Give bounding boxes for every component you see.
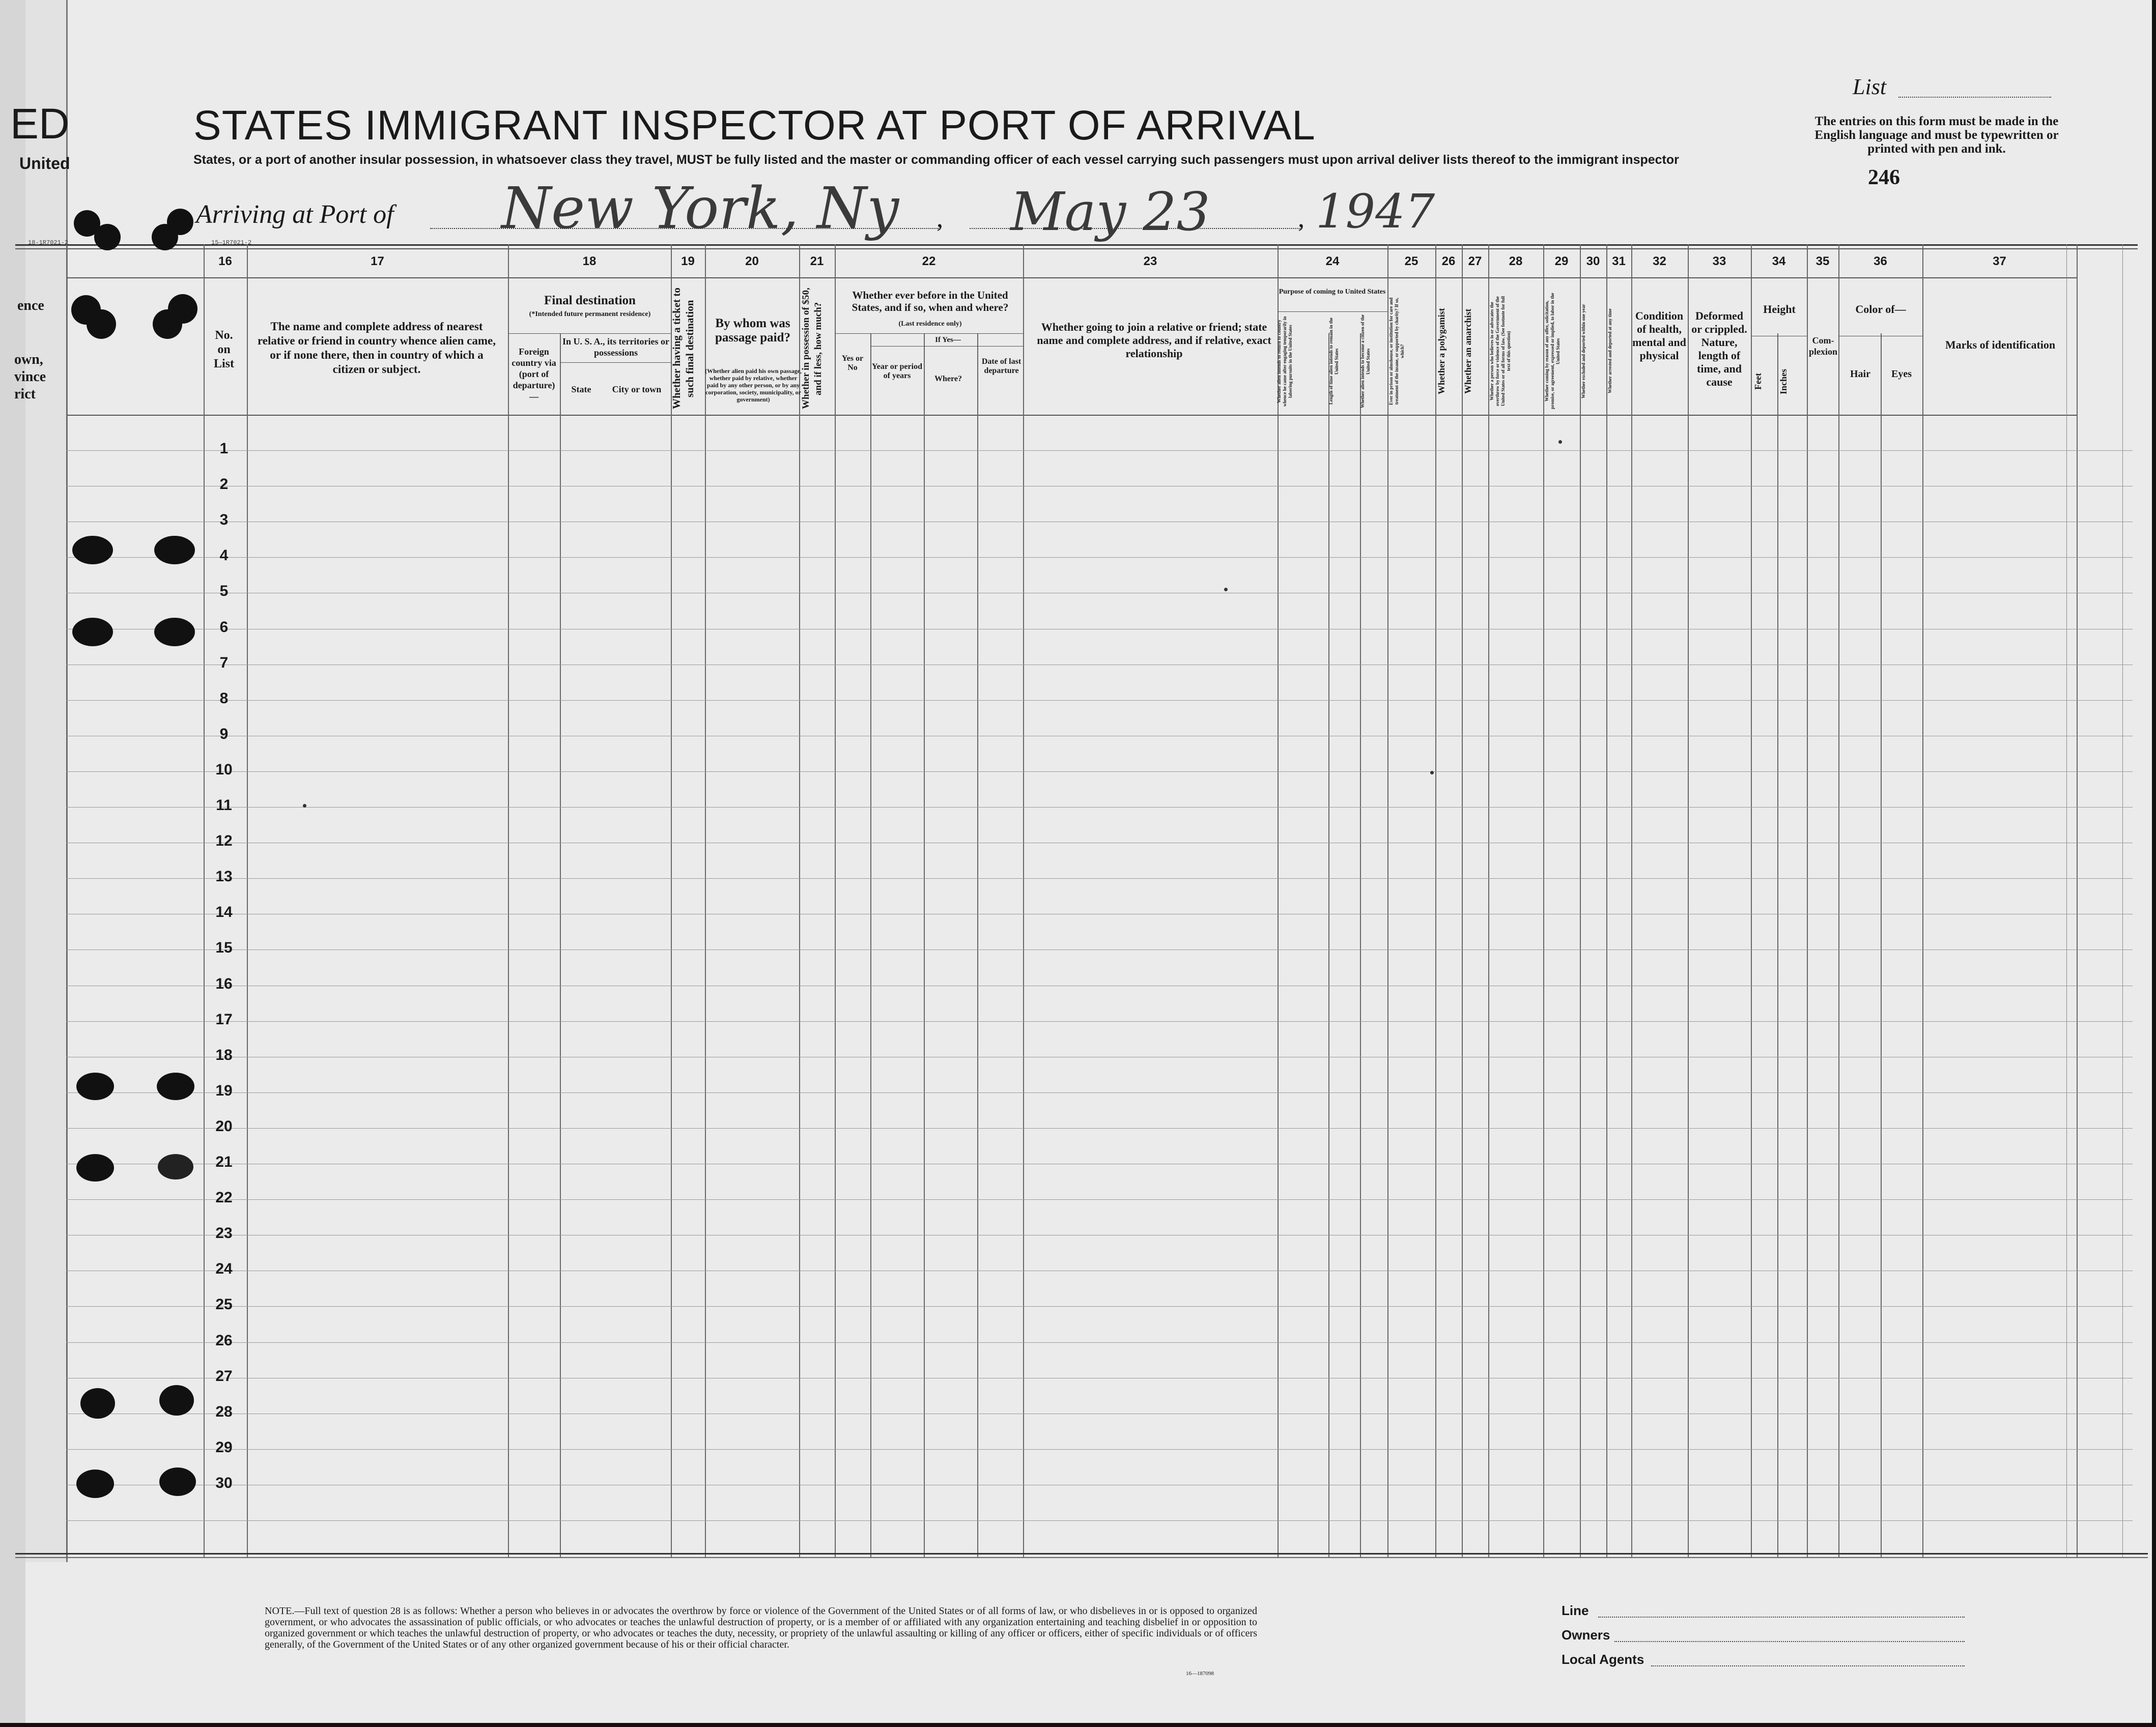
row-number: 23 xyxy=(215,1225,233,1242)
column-number: 22 xyxy=(922,254,936,268)
column-number: 33 xyxy=(1712,254,1726,268)
header-passage-paid: By whom was passage paid? xyxy=(715,316,790,344)
form-subtitle: States, or a port of another insular possession, in whatsoever class they travel, MUST be fully listed and the master or commanding officer of each vessel carrying such passengers must upon arrival deliver lists thereof to the immigrant inspector xyxy=(193,153,1679,167)
header-purpose-length: Length of time alien intends to remain in the United States xyxy=(1328,318,1339,405)
row-rule xyxy=(66,450,2133,451)
punch-hole xyxy=(72,618,113,646)
handwritten-year: 1947 xyxy=(1316,184,1435,239)
header-in-usa: In U. S. A., its territories or possessions xyxy=(562,336,669,358)
scan-border xyxy=(2152,0,2156,1727)
header-yes-or-no: Yes or No xyxy=(841,354,864,372)
punch-hole xyxy=(154,618,195,646)
column-rule xyxy=(1881,333,1882,1557)
column-number: 29 xyxy=(1554,254,1569,268)
header-polygamist: Whether a polygamist xyxy=(1436,308,1446,394)
column-rule xyxy=(1580,244,1581,1557)
column-number: 26 xyxy=(1441,254,1456,268)
left-column-fragment-2: own, vince rict xyxy=(14,352,46,402)
comma-separator: , xyxy=(1298,204,1304,233)
column-rule xyxy=(508,244,509,1557)
row-number: 14 xyxy=(215,904,233,921)
row-number: 17 xyxy=(215,1011,233,1028)
row-number: 29 xyxy=(215,1438,233,1456)
row-number: 28 xyxy=(215,1403,233,1420)
column-number: 19 xyxy=(681,254,695,268)
row-rule xyxy=(66,557,2133,558)
column-rule xyxy=(1278,244,1279,1557)
row-rule xyxy=(66,1128,2133,1129)
row-number: 8 xyxy=(219,689,229,707)
row-number: 2 xyxy=(219,476,229,493)
header-foreign-country: Foreign country via (port of departure)— xyxy=(512,347,556,401)
row-rule xyxy=(66,1342,2133,1343)
row-rule xyxy=(66,1449,2133,1450)
column-number: 21 xyxy=(810,254,824,268)
punch-hole xyxy=(80,1388,115,1419)
footnote-question-28: NOTE.—Full text of question 28 is as follows: Whether a person who believes in or advocates the overthrow by force or violence of the Government of the United States or of all forms of law, or who disbelieves in or is opposed to organized government, or who advocates the assassination of public officials, or who advocates or teaches the unlawful destruction of property, or is a member of or affiliated with any organization entertaining and teaching disbelief in or opposition to organized government or which teaches the unlawful destruction of property, or who advocates or teaches the duty, necessity, or propriety of the unlawful assaulting or killing of any officer or officers, either of specific individuals or of officers generally, of the Government of the United States or of any other organized government because of his or their official character. xyxy=(265,1605,1257,1650)
row-rule xyxy=(66,1199,2133,1200)
punch-hole xyxy=(87,309,116,339)
row-number: 3 xyxy=(219,511,229,529)
column-number: 28 xyxy=(1509,254,1523,268)
column-rule xyxy=(1435,244,1436,1557)
row-number: 10 xyxy=(215,761,233,778)
row-number: 5 xyxy=(219,583,229,600)
header-if-yes: If Yes— xyxy=(935,336,961,344)
list-label: List xyxy=(1853,74,1887,99)
ink-speck xyxy=(1224,588,1228,591)
row-number: 20 xyxy=(215,1117,233,1135)
header-ticket: Whether having a ticket to such final destination xyxy=(670,287,696,410)
table-bottom-rule xyxy=(15,1553,2148,1555)
left-binding-strip xyxy=(25,0,68,1562)
list-entry-line xyxy=(1898,97,2051,98)
row-rule xyxy=(66,771,2133,772)
print-code-left: 18-1R7021-2 xyxy=(28,239,69,246)
row-number: 24 xyxy=(215,1260,233,1278)
column-rule xyxy=(1543,244,1544,1557)
column-rule xyxy=(1488,244,1489,1557)
left-title-fragment: ED xyxy=(10,100,70,148)
row-number: 30 xyxy=(215,1474,233,1491)
header-anarchist: Whether an anarchist xyxy=(1463,308,1473,394)
subheader-rule xyxy=(1278,311,1387,312)
column-number: 36 xyxy=(1874,254,1887,268)
table-bottom-rule xyxy=(15,1557,2148,1558)
column-number: 27 xyxy=(1468,254,1482,268)
column-rule xyxy=(2122,244,2123,1557)
header-excluded-deported: Whether excluded and deported within one year xyxy=(1581,304,1586,398)
header-previously-in-us: Whether ever before in the United States, and if so, when and where? xyxy=(852,289,1009,313)
header-year-period: Year or period of years xyxy=(872,362,922,380)
row-number: 11 xyxy=(216,797,232,814)
row-number: 1 xyxy=(219,440,229,457)
column-number: 32 xyxy=(1653,254,1666,268)
print-code-right: 15—1R7021-2 xyxy=(211,239,252,246)
header-purpose: Purpose of coming to United States xyxy=(1279,288,1386,296)
punch-hole xyxy=(76,1154,114,1182)
column-rule xyxy=(1807,244,1808,1557)
line-entry-line xyxy=(1598,1617,1965,1618)
row-rule xyxy=(66,807,2133,808)
handwritten-port: New York, Ny xyxy=(501,176,899,242)
header-eyes: Eyes xyxy=(1891,368,1912,380)
punch-hole xyxy=(76,1073,114,1100)
handwritten-date: May 23 xyxy=(1010,181,1210,243)
row-number: 6 xyxy=(219,618,229,636)
column-rule xyxy=(1606,244,1607,1557)
subheader-rule xyxy=(508,333,671,334)
column-rule xyxy=(705,244,706,1557)
column-rule xyxy=(1838,244,1839,1557)
column-number: 23 xyxy=(1143,254,1157,268)
column-rule xyxy=(2077,244,2078,1557)
header-hair: Hair xyxy=(1850,368,1870,380)
table-top-rule xyxy=(15,248,2138,249)
column-rule xyxy=(1631,244,1632,1557)
ink-speck xyxy=(303,804,306,808)
header-height: Height xyxy=(1763,303,1796,315)
column-rule xyxy=(924,333,925,1557)
row-number: 26 xyxy=(215,1332,233,1349)
subheader-rule xyxy=(560,362,671,363)
column-number-rule xyxy=(66,277,2077,278)
form-title: STATES IMMIGRANT INSPECTOR AT PORT OF ARRIVAL xyxy=(193,102,1316,149)
table-top-rule xyxy=(15,244,2138,246)
punch-hole xyxy=(159,1467,196,1496)
row-rule xyxy=(66,1021,2133,1022)
owners-entry-line xyxy=(1614,1641,1965,1642)
row-number: 4 xyxy=(219,547,229,564)
column-rule xyxy=(1387,244,1388,1557)
header-last-residence-note: (Last residence only) xyxy=(898,320,962,328)
column-rule xyxy=(247,244,248,1557)
header-date-last-departure: Date of last departure xyxy=(981,357,1022,375)
column-number: 34 xyxy=(1772,254,1786,268)
column-rule xyxy=(671,244,672,1557)
header-bottom-rule xyxy=(66,415,2077,416)
row-rule xyxy=(66,1520,2133,1521)
punch-hole xyxy=(159,1385,194,1416)
column-number: 20 xyxy=(745,254,759,268)
column-rule xyxy=(1328,333,1329,1557)
ink-speck xyxy=(1430,771,1434,774)
row-number: 15 xyxy=(215,939,233,957)
column-rule xyxy=(799,244,800,1557)
local-agents-label: Local Agents xyxy=(1562,1652,1644,1667)
column-number: 37 xyxy=(1993,254,2006,268)
footnote-print-code: 16—187098 xyxy=(1186,1671,1214,1677)
header-joining-relative: Whether going to join a relative or friend; state name and complete address, and if relative, exact relationship xyxy=(1037,321,1271,360)
punch-hole xyxy=(76,1470,114,1498)
header-where: Where? xyxy=(934,375,962,383)
column-rule xyxy=(870,333,871,1557)
row-number: 13 xyxy=(215,868,233,885)
header-color-of: Color of— xyxy=(1855,303,1906,315)
column-rule xyxy=(977,333,978,1557)
comma-separator: , xyxy=(937,204,943,233)
left-page-edge xyxy=(0,0,25,1727)
column-number: 25 xyxy=(1404,254,1419,268)
left-united-fragment: United xyxy=(19,154,70,172)
column-rule xyxy=(66,244,67,1557)
header-state: State xyxy=(571,384,591,394)
punch-hole xyxy=(154,536,195,564)
row-rule xyxy=(66,1092,2133,1093)
row-number: 19 xyxy=(215,1082,233,1099)
header-height-inches: Inches xyxy=(1778,369,1789,395)
header-nearest-relative: The name and complete address of nearest relative or friend in country whence alien came, or if none there, then in country of which a citizen or subject. xyxy=(257,320,496,376)
row-rule xyxy=(66,949,2133,950)
arriving-label: Arriving at Port of xyxy=(196,200,394,229)
row-number: 7 xyxy=(219,654,229,671)
column-number: 35 xyxy=(1815,254,1830,268)
line-label: Line xyxy=(1562,1603,1589,1618)
row-number: 18 xyxy=(215,1046,233,1063)
column-rule xyxy=(204,244,205,1557)
column-rule xyxy=(1023,244,1024,1557)
row-rule xyxy=(66,878,2133,879)
owners-label: Owners xyxy=(1562,1627,1610,1643)
column-number: 16 xyxy=(218,254,232,268)
header-fifty-dollars: Whether in possession of $50, and if less, how much? xyxy=(801,287,824,410)
column-rule xyxy=(835,244,836,1557)
column-rule xyxy=(1360,333,1361,1557)
punch-hole xyxy=(167,209,193,235)
column-rule xyxy=(1462,244,1463,1557)
column-number: 17 xyxy=(371,254,384,268)
column-rule xyxy=(1751,244,1752,1557)
scan-border xyxy=(0,1723,2156,1727)
column-rule xyxy=(1922,244,1923,1557)
header-final-destination: Final destination xyxy=(544,294,636,307)
row-rule xyxy=(66,700,2133,701)
column-number: 31 xyxy=(1612,254,1626,268)
row-number: 16 xyxy=(215,975,233,992)
form-instructions: The entries on this form must be made in the English language and must be typewritten or printed with pen and ink. xyxy=(1814,114,2059,156)
column-rule xyxy=(560,333,561,1557)
row-number: 22 xyxy=(215,1189,233,1206)
header-arrested-deported: Whether arrested and deported at any time xyxy=(1607,308,1612,394)
header-final-destination-note: (*Intended future permanent residence) xyxy=(529,310,651,318)
header-city-town: City or town xyxy=(612,384,662,394)
row-rule xyxy=(66,1306,2133,1307)
sheet-number: 246 xyxy=(1868,166,1900,189)
header-overthrow-question: Whether a person who believes in or advocates the overthrow by force or violence of the Government of the United States or of all forms of law. (See footnote for full text of this question) xyxy=(1489,296,1511,407)
row-number: 25 xyxy=(215,1296,233,1313)
row-number: 21 xyxy=(215,1154,233,1170)
header-no-on-list: No. on List xyxy=(213,329,234,370)
header-purpose-citizen: Whether alien intends to become a citizen of the United States xyxy=(1360,314,1371,408)
punch-hole xyxy=(94,224,121,250)
header-purpose-return: Whether alien intends to return to country whence he came after engaging temporarily in laboring pursuits in the United States xyxy=(1276,316,1293,407)
punch-hole xyxy=(158,1154,193,1179)
header-height-feet: Feet xyxy=(1753,373,1763,390)
header-deformed-crippled: Deformed or crippled. Nature, length of time, and cause xyxy=(1691,309,1747,388)
row-number: 9 xyxy=(219,725,229,742)
column-rule xyxy=(2066,244,2067,1557)
header-health-condition: Condition of health, mental and physical xyxy=(1632,309,1686,362)
punch-hole xyxy=(168,294,197,324)
column-number: 30 xyxy=(1586,254,1600,268)
left-column-fragment-1: ence xyxy=(17,298,44,313)
header-labor-offer: Whether coming by reason of any offer, solicitation, promise, or agreement, expressed or implied, to labor in the United States xyxy=(1544,293,1561,410)
ink-speck xyxy=(1558,440,1562,444)
header-passage-paid-note: (Whether alien paid his own passage, whether paid by relative, whether paid by any other person, or by any corporation, society, municipality, or government) xyxy=(705,367,802,403)
punch-hole xyxy=(72,536,113,564)
column-number: 18 xyxy=(582,254,597,268)
header-complexion: Com- plexion xyxy=(1808,335,1837,357)
row-number: 12 xyxy=(215,832,233,850)
column-rule xyxy=(1777,333,1778,1557)
row-number: 27 xyxy=(215,1367,233,1385)
header-marks-identification: Marks of identification xyxy=(1945,338,2056,351)
column-rule xyxy=(1688,244,1689,1557)
column-number: 24 xyxy=(1325,254,1340,268)
local-agents-entry-line xyxy=(1651,1665,1965,1666)
header-prison-almshouse: Ever in prison or almshouse, or institution for care and treatment of the insane, or supported by charity? If so, which? xyxy=(1388,297,1405,405)
punch-hole xyxy=(157,1073,194,1100)
